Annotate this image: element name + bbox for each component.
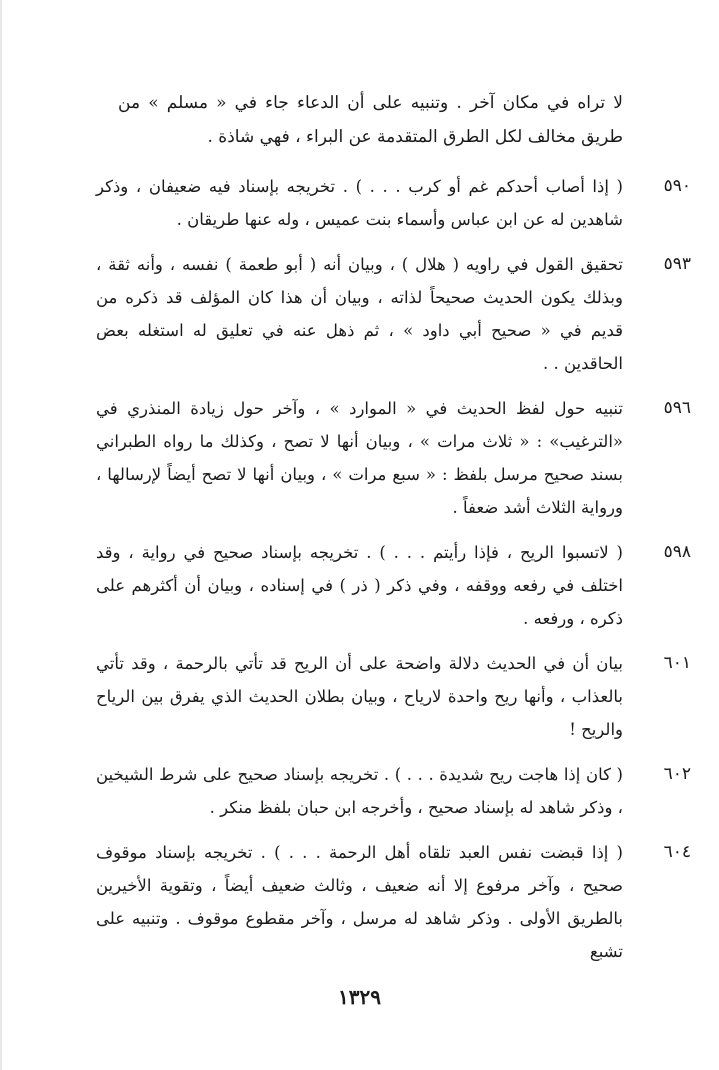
- index-entry: [0, 758, 719, 824]
- entry-number: ٥٩٦: [663, 398, 691, 418]
- entry-text: ( إذا أصاب أحدكم غم أو كرب . . . ) . تخريجه بإسناد فيه ضعيفان ، وذكر شاهدين له عن ابن عباس وأسماء بنت عميس ، وله عنها طريقان .: [96, 177, 623, 229]
- entry-number: ٦٠١: [663, 653, 691, 673]
- index-entry: [0, 248, 719, 380]
- index-entry: [0, 170, 719, 236]
- entry-text: تحقيق القول في راويه ( هلال ) ، وبيان أنه ( أبو طعمة ) نفسه ، وأنه ثقة ، وبذلك يكون الحديث صحيحاً لذاته ، وبيان أن هذا كان المؤلف قد ذكره من قديم في « صحيح أبي داود » ، ثم ذهل عنه في تعليق له استغله بعض الحاقدين . .: [96, 255, 623, 373]
- index-entries: [0, 170, 719, 980]
- entry-text: ( كان إذا هاجت ريح شديدة . . . ) . تخريجه بإسناد صحيح على شرط الشيخين ، وذكر شاهد له بإسناد صحيح ، وأخرجه ابن حبان بلفظ منكر .: [96, 765, 623, 817]
- entry-number: ٥٩٠: [663, 176, 691, 196]
- index-entry: [0, 392, 719, 524]
- entry-text: بيان أن في الحديث دلالة واضحة على أن الريح قد تأتي بالرحمة ، وقد تأتي بالعذاب ، وأنها ريح واحدة لارياح ، وبيان بطلان الحديث الذي يفرق بين الرياح والريح !: [96, 654, 623, 739]
- entry-number: ٦٠٢: [663, 764, 691, 784]
- index-entry: [0, 836, 719, 968]
- entry-number: ٦٠٤: [663, 842, 691, 862]
- index-entry: [0, 647, 719, 746]
- entry-text: ( إذا قبضت نفس العبد تلقاه أهل الرحمة . . . ) . تخريجه بإسناد موقوف صحيح ، وآخر مرفوع إلا أنه ضعيف ، وثالث ضعيف أيضاً ، وتقوية الأخيرين بالطريق الأولى . وذكر شاهد له مرسل ، وآخر مقطوع موقوف . وتنبيه على تشبع: [96, 843, 623, 961]
- entry-number: ٥٩٣: [663, 254, 691, 274]
- page-number: ١٣٢٩: [338, 985, 381, 1009]
- entry-number: ٥٩٨: [663, 542, 691, 562]
- index-entry: [0, 536, 719, 635]
- entry-text: تنبيه حول لفظ الحديث في « الموارد » ، وآخر حول زيادة المنذري في «الترغيب» : « ثلاث مرات » ، وبيان أنها لا تصح ، وكذلك ما رواه الطبراني بسند صحيح مرسل بلفظ : « سبع مرات » ، وبيان أنها لا تصح أيضاً لإرسالها ، ورواية الثلاث أشد ضعفاً .: [96, 399, 623, 517]
- intro-paragraph: لا تراه في مكان آخر . وتنبيه على أن الدعاء جاء في « مسلم » من طريق مخالف لكل الطرق المتقدمة عن البراء ، فهي شاذة .: [118, 93, 623, 147]
- entry-text: ( لاتسبوا الريح ، فإذا رأيتم . . . ) . تخريجه بإسناد صحيح في رواية ، وقد اختلف في رفعه ووقفه ، وفي ذكر ( ذر ) في إسناده ، وبيان أن أكثرهم على ذكره ، ورفعه .: [96, 543, 623, 628]
